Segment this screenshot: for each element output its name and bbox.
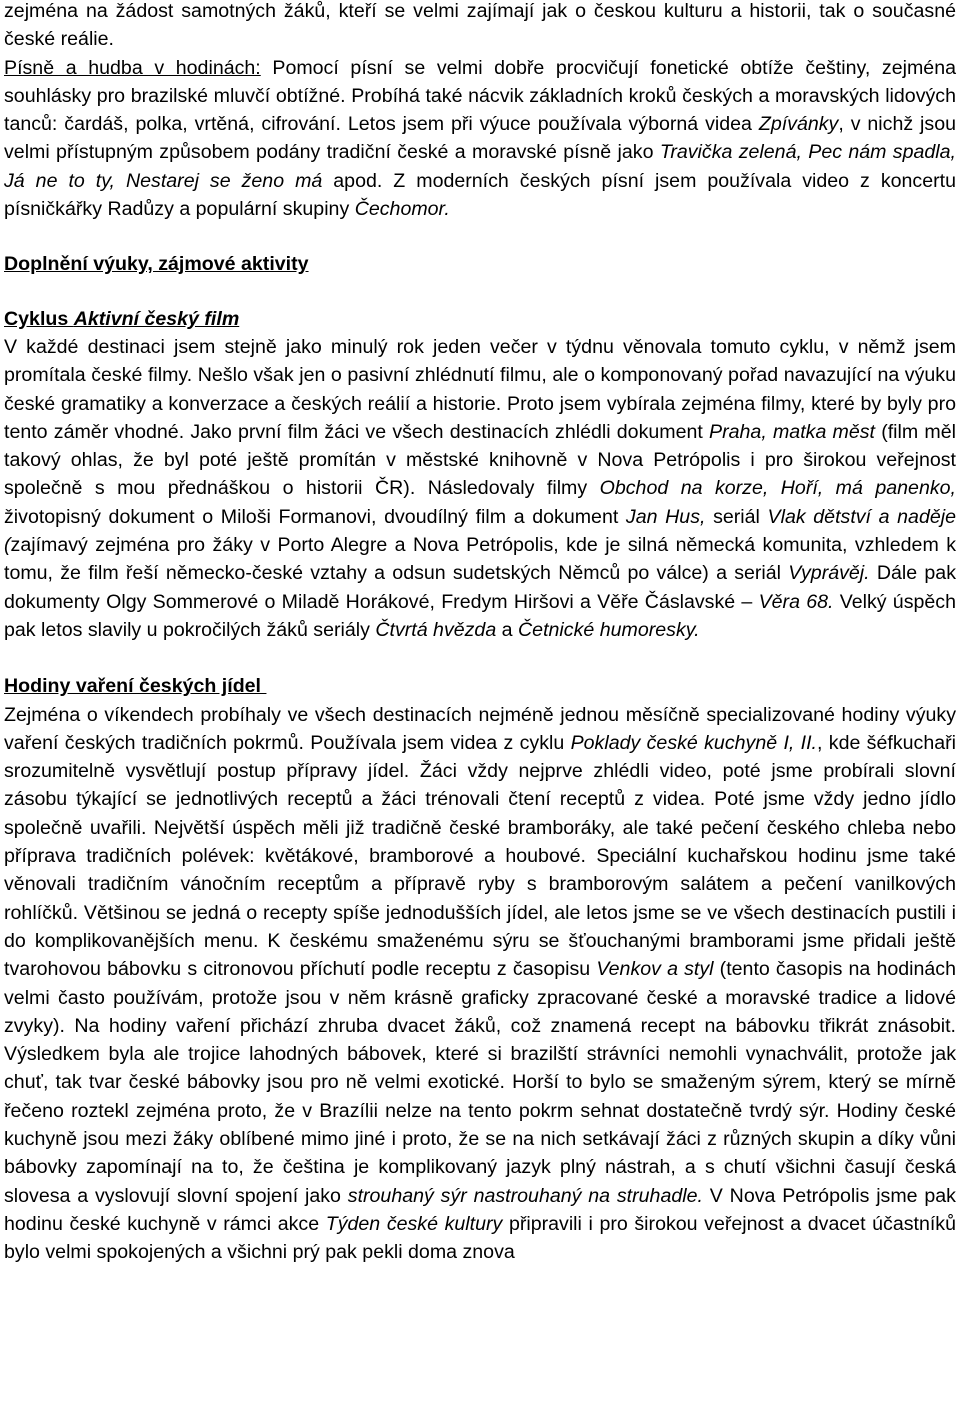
text-run: a bbox=[496, 618, 519, 641]
paragraph-songs bbox=[4, 0, 956, 223]
film-title: Vlak dětství a naděje ( bbox=[4, 505, 956, 557]
film-title: Věra 68. bbox=[758, 590, 834, 613]
text-run: V každé destinaci jsem stejně jako minulý rok jeden večer v týdnu věnovala tomuto cyklu, v němž jsem promítala české filmy. Nešlo však jen o pasivní zhlédnutí filmu, ale o komponovaný pořad navazující na výuku české gramatiky a konverzace a českých reálií a historie. Proto jsem vybírala zejména filmy, které by byly pro tento záměr vhodné. Jako první film žáci ve všech destinacích zhlédli dokument bbox=[4, 335, 956, 443]
text-run: Zejména o víkendech probíhaly ve všech destinacích nejméně jednou měsíčně specializované hodiny výuky vaření českých tradičních pokrmů. Používala jsem videa z cyklu bbox=[4, 703, 956, 754]
film-title: Jan Hus, bbox=[625, 505, 706, 528]
text-run: připravili i pro širokou veřejnost a dvacet účastníků bylo velmi spokojených a všichni prý pak pekli doma znova bbox=[4, 1212, 956, 1264]
text-run: Velký úspěch pak letos slavily u pokročilých žáků seriály bbox=[4, 590, 956, 641]
subsection-title-italic: Aktivní český film bbox=[73, 307, 240, 330]
paragraph-cooking bbox=[4, 701, 956, 1267]
film-title: Obchod na korze, Hoří, má panenko, bbox=[599, 477, 956, 500]
subsection-heading-cooking: Hodiny vaření českých jídel bbox=[4, 675, 267, 698]
text-run: Pomocí písní se velmi dobře procvičují fonetické obtíže češtiny, zejména souhlásky pro brazilské mluvčí obtížné. Probíhá také nácvik základních kroků českých a moravských lidových tanců: čardáš, polka, vrtěná, cifrování. Letos jsem při výuce používala výborná videa bbox=[4, 56, 956, 136]
text-run: zejména na žádost samotných žáků, kteří se velmi zajímají jak o českou kulturu a historii, tak o současné české reálie. bbox=[4, 0, 956, 51]
film-title: Četnické humoresky. bbox=[518, 618, 700, 641]
paragraph-film bbox=[4, 333, 956, 644]
section-heading: Doplnění výuky, zájmové aktivity bbox=[4, 253, 309, 276]
magazine-title: Venkov a styl bbox=[596, 958, 714, 981]
video-series-title: Poklady české kuchyně I, II. bbox=[570, 731, 817, 754]
song-titles: Travička zelená, Pec nám spadla, Já ne to ty, Nestarej se ženo má bbox=[4, 141, 956, 192]
film-title: Čtvrtá hvězda bbox=[375, 618, 497, 641]
subsection-title-plain: Cyklus bbox=[4, 307, 74, 330]
text-run: seriál bbox=[705, 505, 768, 528]
video-title: Zpívánky bbox=[758, 113, 839, 136]
text-run: V Nova Petrópolis jsme pak hodinu české kuchyně v rámci akce bbox=[4, 1184, 956, 1235]
text-run: Dále pak dokumenty Olgy Sommerové o Miladě Horákové, Fredym Hiršovi a Věře Čáslavské – bbox=[4, 562, 956, 613]
text-run: , kde šéfkuchaři srozumitelně vysvětlují postup přípravy jídel. Žáci vždy nejprve zhlédli video, poté jsme probírali slovní zásobu týkající se jednotlivých receptů a žáci trénovali čtení receptů z videa. Poté jsme vždy jedno jídlo společně uvařili. Největší úspěch měli již tradičně české bramboráky, ale také pečení českého chleba nebo příprava tradičních polévek: květákové, bramborové a houbové. Speciální kuchařskou hodinu jsme také věnovali tradičním vánočním receptům a přípravě ryby s bramborovým salátem a pečení vanilkových rohlíčků. Většinou se jedná o recepty spíše jednodušších jídel, ale letos jsme se ve všech destinacích pustili i do komplikovanějších menu. K českému smaženému sýru se šťouchanými bramborami jsme přidali ještě tvarohovou bábovku s citronovou příchutí podle receptu z časopisu bbox=[4, 731, 956, 981]
text-run: (tento časopis na hodinách velmi často používám, protože jsou v něm krásně graficky zpracované české a moravské tradice a lidové zvyky). Na hodiny vaření přichází zhruba dvacet žáků, což znamená recept na bábovku třikrát znásobit. Výsledkem byla ale trojice lahodných bábovek, které si brazilští strávníci nemohli vynachválit, protože jak chuť, tak tvar české bábovky jsou pro ně velmi exotické. Horší to bylo se smaženým sýrem, který se mírně řečeno roztekl zejména proto, že v Brazílii nelze na tento pokrm sehnat dostatečně tvrdý sýr. Hodiny české kuchyně jsou mezi žáky oblíbené mimo jiné i proto, že se na nich setkávají žáci z různých skupin a díky vůni bábovky zapomínají na to, že čeština je komplikovaný jazyk plný nástrah, a s chutí všichni časují česká slovesa a vyslovují slovní spojení jako bbox=[4, 958, 956, 1207]
text-run: (film měl takový ohlas, že byl poté ještě promítán v městské knihovně v Nova Petrópolis i pro širokou veřejnost společně s mou přednáškou o historii ČR). Následovaly filmy bbox=[4, 420, 956, 500]
text-run: životopisný dokument o Miloši Formanovi, dvoudílný film a dokument bbox=[4, 505, 626, 528]
paragraph-label-songs: Písně a hudba v hodinách: bbox=[4, 56, 261, 79]
band-name: Čechomor. bbox=[354, 198, 450, 221]
event-title: Týden české kultury bbox=[325, 1212, 503, 1235]
subsection-heading-film bbox=[4, 305, 956, 333]
example-phrase: strouhaný sýr nastrouhaný na struhadle. bbox=[347, 1184, 703, 1207]
text-run: apod. Z moderních českých písní jsem používala video z koncertu písničkářky Radůzy a populární skupiny bbox=[4, 169, 956, 221]
text-run: , v nichž jsou velmi přístupným způsobem podány tradiční české a moravské písně jako bbox=[4, 113, 956, 164]
film-title: Vyprávěj. bbox=[788, 562, 870, 585]
film-title: Praha, matka měst bbox=[709, 420, 875, 443]
text-run: zajímavý zejména pro žáky v Porto Alegre a Nova Petrópolis, kde je silná německá komunita, vzhledem k tomu, že film řeší německo-české vztahy a odsun sudetských Němců po válce) a seriál bbox=[4, 534, 956, 585]
